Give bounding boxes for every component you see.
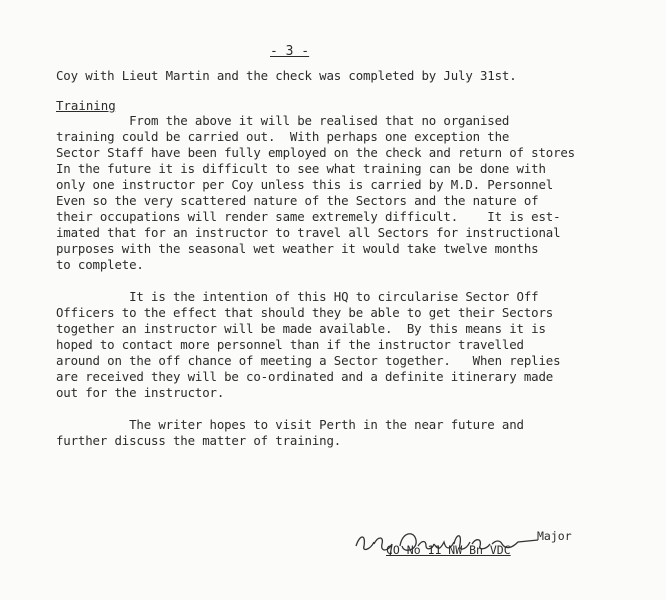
signatory-rank: Major bbox=[537, 529, 572, 543]
body-line: Officers to the effect that should they be able to get their Sectors bbox=[56, 305, 554, 320]
body-line: The writer hopes to visit Perth in the near future and bbox=[56, 417, 524, 432]
page-number: - 3 - bbox=[270, 44, 310, 59]
body-line: Sector Staff have been fully employed on the check and return of stores bbox=[56, 145, 575, 160]
body-line: Even so the very scattered nature of the Sectors and the nature of bbox=[56, 193, 539, 208]
signatory-unit: CO No 11 NW Bn VDC bbox=[386, 543, 511, 557]
body-line: only one instructor per Coy unless this is carried by M.D. Personnel bbox=[56, 177, 554, 192]
body-line: In the future it is difficult to see what training can be done with bbox=[56, 161, 546, 176]
body-line: imated that for an instructor to travel all Sectors for instructional bbox=[56, 225, 561, 240]
body-line: training could be carried out. With perhaps one exception the bbox=[56, 129, 510, 144]
body-line: around on the off chance of meeting a Sector together. When replies bbox=[56, 353, 561, 368]
body-line: Coy with Lieut Martin and the check was completed by July 31st. bbox=[56, 68, 517, 83]
section-heading-training: Training bbox=[56, 98, 116, 113]
body-line: From the above it will be realised that no organised bbox=[56, 113, 510, 128]
body-line: their occupations will render same extremely difficult. It is est- bbox=[56, 209, 561, 224]
body-line: are received they will be co-ordinated and a definite itinerary made bbox=[56, 369, 554, 384]
body-line: to complete. bbox=[56, 257, 144, 272]
body-line: further discuss the matter of training. bbox=[56, 433, 342, 448]
body-line: It is the intention of this HQ to circularise Sector Off bbox=[56, 289, 539, 304]
body-line: out for the instructor. bbox=[56, 385, 225, 400]
body-line: hoped to contact more personnel than if the instructor travelled bbox=[56, 337, 524, 352]
body-line: together an instructor will be made available. By this means it is bbox=[56, 321, 546, 336]
body-line: purposes with the seasonal wet weather it would take twelve months bbox=[56, 241, 539, 256]
